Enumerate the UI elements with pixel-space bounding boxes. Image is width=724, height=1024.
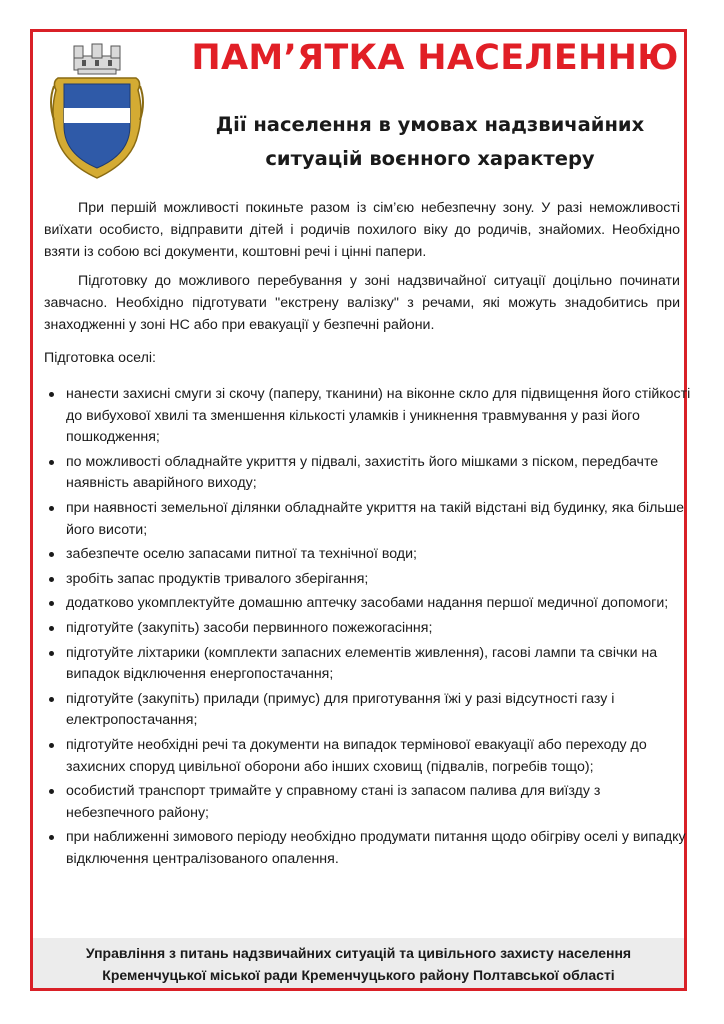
subtitle-line-2: ситуацій воєнного характеру	[265, 147, 595, 170]
footer-line-2: Кременчуцької міської ради Кременчуцького району Полтавської області	[102, 967, 615, 983]
bullet-icon	[49, 651, 54, 656]
list-item	[44, 689, 692, 732]
list-item-text: особистий транспорт тримайте у справному стані із запасом палива для виїзду з небезпечного району;	[66, 783, 601, 821]
list-item	[44, 452, 692, 495]
preparation-heading: Підготовка оселі:	[44, 350, 156, 366]
preparation-list	[44, 384, 692, 873]
page-title: ПАМ’ЯТКА НАСЕЛЕННЮ	[191, 38, 679, 78]
list-item	[44, 593, 692, 615]
list-item	[44, 498, 692, 541]
intro-paragraph-2: Підготовку до можливого перебування у зоні надзвичайної ситуації доцільно починати завчасно. Необхідно підготувати "екстрену валізку" з речами, які можуть знадобитись при знаходженні у зоні НС або при евакуації у безпечні райони.	[44, 273, 680, 333]
footer-issuer	[33, 938, 684, 988]
intro-text	[44, 198, 680, 345]
list-item	[44, 618, 692, 640]
list-item-text: забезпечте оселю запасами питної та технічної води;	[66, 546, 417, 563]
bullet-icon	[49, 626, 54, 631]
bullet-icon	[49, 460, 54, 465]
list-item-text: підготуйте необхідні речі та документи на випадок термінової евакуації або переходу до захисних споруд цивільної оборони або інших сховищ (підвалів, погребів тощо);	[66, 736, 647, 775]
bullet-icon	[49, 789, 54, 794]
list-item-text: зробіть запас продуктів тривалого зберігання;	[66, 570, 369, 587]
list-item	[44, 827, 692, 870]
list-item	[44, 544, 692, 566]
bullet-icon	[49, 392, 54, 397]
list-item	[44, 643, 692, 686]
coat-of-arms-icon	[48, 42, 146, 182]
list-item-text: по можливості обладнайте укриття у підвалі, захистіть його мішками з піском, передбачте наявність аварійного виходу;	[66, 453, 659, 492]
bullet-icon	[49, 577, 54, 582]
list-item	[44, 781, 692, 824]
list-item	[44, 384, 692, 449]
bullet-icon	[49, 552, 54, 557]
page-subtitle	[170, 108, 690, 176]
bullet-icon	[49, 743, 54, 748]
list-item-text: підготуйте (закупіть) прилади (примус) для приготування їжі у разі відсутності газу і електропостачання;	[66, 690, 615, 729]
list-item-text: підготуйте ліхтарики (комплекти запасних елементів живлення), гасові лампи та свічки на випадок відключення енергопостачання;	[66, 644, 658, 683]
bullet-icon	[49, 601, 54, 606]
list-item-text: при наявності земельної ділянки обладнайте укриття на такій відстані від будинку, яка більше його висоти;	[66, 499, 685, 538]
list-item	[44, 735, 692, 778]
bullet-icon	[49, 697, 54, 702]
bullet-icon	[49, 506, 54, 511]
list-item-text: підготуйте (закупіть) засоби первинного пожежогасіння;	[66, 619, 433, 636]
list-item-text: додатково укомплектуйте домашню аптечку засобами надання першої медичної допомоги;	[66, 595, 669, 612]
list-item	[44, 569, 692, 591]
intro-paragraph-1: При першій можливості покиньте разом із сім’єю небезпечну зону. У разі неможливості виїхати особисто, відправити дітей і родичів похилого віку до родичів, знайомих. Необхідно взяти із собою всі документи, коштовні речі і цінні папери.	[44, 200, 680, 260]
subtitle-line-1: Дії населення в умовах надзвичайних	[215, 113, 645, 136]
bullet-icon	[49, 835, 54, 840]
list-item-text: при наближенні зимового періоду необхідно продумати питання щодо обігріву оселі у випадку відключення централізованого опалення.	[66, 829, 686, 867]
footer-line-1: Управління з питань надзвичайних ситуацій та цивільного захисту населення	[85, 945, 632, 961]
list-item-text: нанести захисні смуги зі скочу (паперу, тканини) на віконне скло для підвищення його стійкості до вибухової хвилі та зменшення кількості уламків і уникнення травмування у разі його пошкодження;	[66, 386, 691, 446]
